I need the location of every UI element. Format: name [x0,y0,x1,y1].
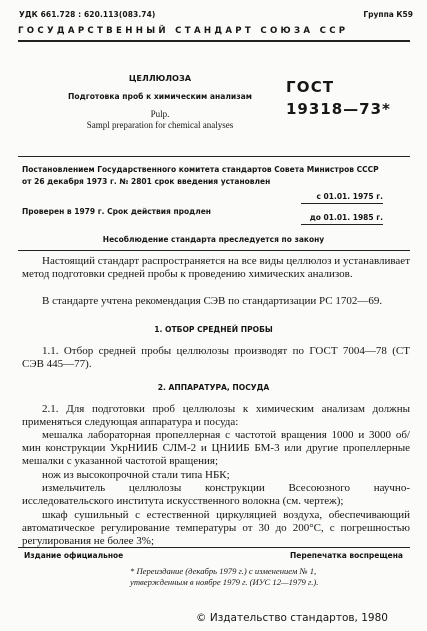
law-notice: Несоблюдение стандарта преследуется по закону [102,235,325,244]
decree-line2: от 26 декабря 1973 г. № 2801 срок введения установлен [22,176,271,186]
udk-code: УДК 661.728 : 620.113(083.74) [19,10,156,19]
intro-paragraph-2: В стандарте учтена рекомендация СЭВ по стандартизации РС 1702—69. [42,295,383,307]
state-standard-banner: ГОСУДАРСТВЕННЫЙ СТАНДАРТ СОЮЗА ССР [18,26,349,36]
reprint-forbidden: Перепечатка воспрещена [289,551,403,560]
title-block [40,73,280,131]
gost-label: ГОСТ [286,78,335,96]
intro-paragraph-1: Настоящий стандарт распространяется на все виды целлюлоз и устанавливает метод подготовки средней пробы к проведению химических анализов. [22,255,410,281]
reissue-note-line2: утвержденным в ноябре 1979 г. (ИУС 12—1979 г.). [130,577,319,587]
section-2-paragraph-5: шкаф сушильный с естественной циркуляцией воздуха, обеспечивающий автоматическое регулирование температуры от 30 до 200°С, с погрешностью регулирования не более 3%; [22,509,410,548]
section-2-heading: 2. АППАРАТУРА, ПОСУДА [157,383,270,392]
title-en-line1: Pulp. [150,109,170,119]
decree-line1: Постановлением Государственного комитета стандартов Совета Министров СССР [22,165,379,174]
section-2-paragraph-4: измельчитель целлюлозы конструкции Всесоюзного научно-исследовательского института искусственного волокна (см. чертеж); [22,482,410,508]
intro-date-underline [301,203,383,204]
footer-rule [18,547,410,548]
header-rule [18,40,410,42]
title-en-line2: Sampl preparation for chemical analyses [86,120,234,130]
intro-date: с 01.01. 1975 г. [316,192,383,201]
group-code: Группа К59 [363,10,413,19]
decree-rule [18,156,410,157]
law-rule [18,250,410,251]
section-2-paragraph-3: нож из высокопрочной стали типа НБК; [42,469,230,481]
copyright: © Издательство стандартов, 1980 [196,612,388,624]
section-1-heading: 1. ОТБОР СРЕДНЕЙ ПРОБЫ [154,325,273,334]
subtitle-ru: Подготовка проб к химическим анализам [68,92,252,101]
section-2-paragraph-1: 2.1. Для подготовки проб целлюлозы к химическим анализам должны применяться следующая аппаратура и посуда: [22,403,410,429]
extended-date: до 01.01. 1985 г. [309,213,383,222]
reissue-note-line1: * Переиздание (декабрь 1979 г.) с изменением № 1, [130,566,317,576]
official-edition: Издание официальное [24,551,124,560]
gost-number: 19318—73* [286,100,391,118]
section-2-paragraph-2: мешалка лабораторная пропеллерная с частотой вращения 1000 и 3000 об/мин конструкции УкрНИИБ СЛМ-2 и ЦНИИБ БМ-3 или другие пропеллерные мешалки с указанной частотой вращения; [22,429,410,468]
checked-note: Проверен в 1979 г. Срок действия продлен [22,207,211,216]
title-ru: ЦЕЛЛЮЛОЗА [128,73,192,83]
extended-date-underline [301,224,383,225]
reissue-note [130,566,318,588]
decree-text [22,164,379,187]
section-1-paragraph-1: 1.1. Отбор средней пробы целлюлозы производят по ГОСТ 7004—78 (СТ СЭВ 445—77). [22,345,410,371]
